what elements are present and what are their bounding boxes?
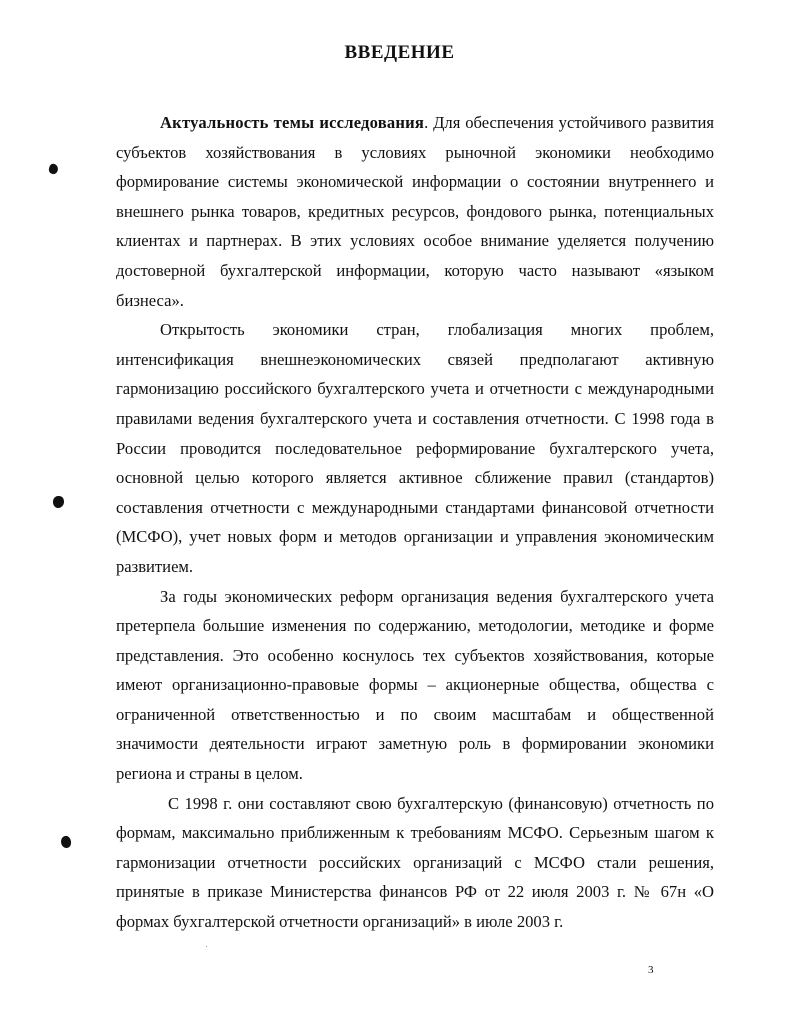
binder-hole-mark-bottom <box>60 835 73 849</box>
page-title: ВВЕДЕНИЕ <box>344 42 455 63</box>
page-number: 3 <box>648 964 654 976</box>
paragraph-4: С 1998 г. они составляют свою бухгалтерскую (финансовую) отчетность по формам, максимально приближенным к требованиям МСФО. Серьезным шагом к гармонизации отчетности российских организаций с МСФО стали решения, принятые в приказе Министерства финансов РФ от 22 июля 2003 г. № 67н «О формах бухгалтерской отчетности организаций» в июле 2003 г. <box>116 793 714 932</box>
paragraph-1-text: . Для обеспечения устойчивого развития субъектов хозяйствования в условиях рыночной экономики необходимо формирование системы экономической информации о состоянии внутреннего и внешнего рынка товаров, кредитных ресурсов, фондового рынка, потенциальных клиентах и партнерах. В этих условиях особое внимание уделяется получению достоверной бухгалтерской информации, которую часто называют «языком бизнеса». <box>116 113 715 310</box>
binder-hole-mark-middle <box>53 496 64 508</box>
paragraph-2: Открытость экономики стран, глобализация многих проблем, интенсификация внешнеэкономических связей предполагают активную гармонизацию российского бухгалтерского учета и отчетности с международными правилами ведения бухгалтерского учета и составления отчетности. С 1998 года в России проводится последовательное реформирование бухгалтерского учета, основной целью которого является активное сближение правил (стандартов) составления отчетности с международными стандартами финансовой отчетности (МСФО), учет новых форм и методов организации и управления экономическим развитием. <box>116 320 714 576</box>
lead-phrase: Актуальность темы исследования <box>160 113 425 132</box>
binder-hole-mark-top <box>48 163 60 175</box>
body-text <box>116 108 714 937</box>
paragraph-3: За годы экономических реформ организация ведения бухгалтерского учета претерпела большие изменения по содержанию, методологии, методике и форме представления. Это особенно коснулось тех субъектов хозяйствования, которые имеют организационно-правовые формы – акционерные общества, общества с ограниченной ответственностью и по своим масштабам и общественной значимости деятельности играют заметную роль в формировании экономики региона и страны в целом. <box>116 586 714 784</box>
paragraph-1 <box>116 108 714 315</box>
scan-speck <box>206 946 207 947</box>
